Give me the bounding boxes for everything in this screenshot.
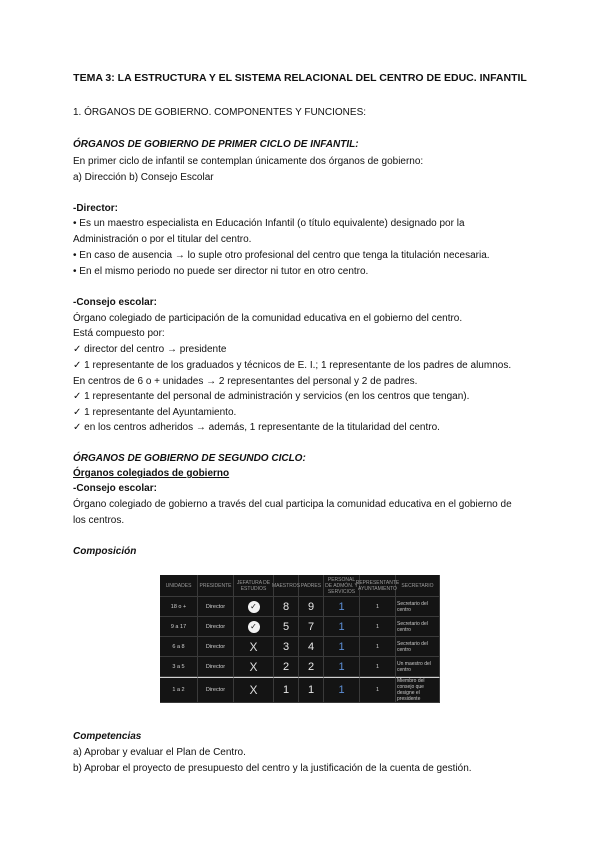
table-cell: 2 <box>299 657 324 677</box>
text-line: b) Aprobar el proyecto de presupuesto del centro y la justificación de la cuenta de gestión. <box>73 763 472 774</box>
table-cell: 1 <box>324 637 360 657</box>
consejo-heading: -Consejo escolar: <box>73 297 157 308</box>
table-cell: Miembro del consejo que designe el presidente <box>396 677 440 703</box>
document-title: TEMA 3: LA ESTRUCTURA Y EL SISTEMA RELACIONAL DEL CENTRO DE EDUC. INFANTIL <box>73 72 527 84</box>
table-cell: X <box>234 657 274 677</box>
table-cell: Secretario del centro <box>396 597 440 617</box>
table-cell: 3 <box>274 637 299 657</box>
composition-table <box>160 575 440 703</box>
table-cell: 1 <box>324 657 360 677</box>
table-cell: 6 a 8 <box>160 637 198 657</box>
table-cell: 7 <box>299 617 324 637</box>
table-header-cell: JEFATURA DE ESTUDIOS <box>234 575 274 597</box>
table-cell: Secretario del centro <box>396 637 440 657</box>
table-cell: 5 <box>274 617 299 637</box>
check-icon: ✓ <box>248 621 260 633</box>
underlined-heading: Órganos colegiados de gobierno <box>73 468 230 479</box>
table-cell: 8 <box>274 597 299 617</box>
text-line: a) Dirección b) Consejo Escolar <box>73 172 214 183</box>
table-header-cell: PADRES <box>299 575 324 597</box>
text-line: a) Aprobar y evaluar el Plan de Centro. <box>73 747 246 758</box>
table-cell: 9 <box>299 597 324 617</box>
table-cell: 1 a 2 <box>160 677 198 703</box>
table-cell: 2 <box>274 657 299 677</box>
text-line: Órgano colegiado de gobierno a través del cual participa la comunidad educativa en el gobierno de <box>73 499 512 510</box>
text-line: ✓ 1 representante de los graduados y técnicos de E. I.; 1 representante de los padres de alumnos. <box>73 360 512 371</box>
table-cell <box>234 597 274 617</box>
text-line: En centros de 6 o + unidades → 2 representantes del personal y 2 de padres. <box>73 376 418 387</box>
table-cell: 1 <box>360 657 396 677</box>
text-line: ✓ 1 representante del Ayuntamiento. <box>73 407 237 418</box>
director-heading: -Director: <box>73 203 119 214</box>
table-cell <box>234 617 274 637</box>
text-line: ✓ en los centros adheridos → además, 1 representante de la titularidad del centro. <box>73 422 440 433</box>
consejo-heading: -Consejo escolar: <box>73 483 157 494</box>
text-line: • En el mismo periodo no puede ser director ni tutor en otro centro. <box>73 266 369 277</box>
text-line: • Es un maestro especialista en Educación Infantil (o título equivalente) designado por la <box>73 218 465 229</box>
composicion-heading: Composición <box>73 546 137 557</box>
table-cell: 4 <box>299 637 324 657</box>
subsection-heading: ÓRGANOS DE GOBIERNO DE SEGUNDO CICLO: <box>73 453 306 464</box>
table-cell: X <box>234 637 274 657</box>
text-line: En primer ciclo de infantil se contemplan únicamente dos órganos de gobierno: <box>73 156 424 167</box>
table-cell: 1 <box>360 597 396 617</box>
table-cell: Director <box>198 677 234 703</box>
text-line: • En caso de ausencia → lo suple otro profesional del centro que tenga la titulación necesaria. <box>73 250 490 261</box>
section-heading: 1. ÓRGANOS DE GOBIERNO. COMPONENTES Y FUNCIONES: <box>73 107 367 118</box>
table-header-cell: SECRETARIO <box>396 575 440 597</box>
text-line: ✓ director del centro → presidente <box>73 344 227 355</box>
table-header-cell: PERSONAL DE ADMÓN. Y SERVICIOS <box>324 575 360 597</box>
table-cell: 1 <box>324 597 360 617</box>
subsection-heading: ÓRGANOS DE GOBIERNO DE PRIMER CICLO DE INFANTIL: <box>73 139 359 150</box>
table-cell: 1 <box>324 677 360 703</box>
table-header-cell: MAESTROS <box>274 575 299 597</box>
text-line: los centros. <box>73 515 125 526</box>
table-cell: 1 <box>360 677 396 703</box>
table-cell: 1 <box>274 677 299 703</box>
check-icon: ✓ <box>248 601 260 613</box>
text-line: Órgano colegiado de participación de la comunidad educativa en el gobierno del centro. <box>73 313 463 324</box>
table-cell: 1 <box>324 617 360 637</box>
table-cell: 3 a 5 <box>160 657 198 677</box>
text-line: ✓ 1 representante del personal de administración y servicios (en los centros que tengan). <box>73 391 470 402</box>
table-header-cell: PRESIDENTE <box>198 575 234 597</box>
table-cell: Secretario del centro <box>396 617 440 637</box>
table-cell: 18 o + <box>160 597 198 617</box>
table-cell: 1 <box>360 617 396 637</box>
table-cell: 9 a 17 <box>160 617 198 637</box>
table-cell: X <box>234 677 274 703</box>
table-cell: Director <box>198 657 234 677</box>
table-header-cell: UNIDADES <box>160 575 198 597</box>
table-cell: Director <box>198 597 234 617</box>
table-cell: 1 <box>299 677 324 703</box>
table-cell: Director <box>198 617 234 637</box>
table-cell: Un maestro del centro <box>396 657 440 677</box>
text-line: Administración o por el titular del centro. <box>73 234 252 245</box>
table-cell: Director <box>198 637 234 657</box>
table-header-cell: REPRESENTANTE AYUNTAMIENTO <box>360 575 396 597</box>
table-cell: 1 <box>360 637 396 657</box>
competencias-heading: Competencias <box>73 731 142 742</box>
text-line: Está compuesto por: <box>73 328 165 339</box>
